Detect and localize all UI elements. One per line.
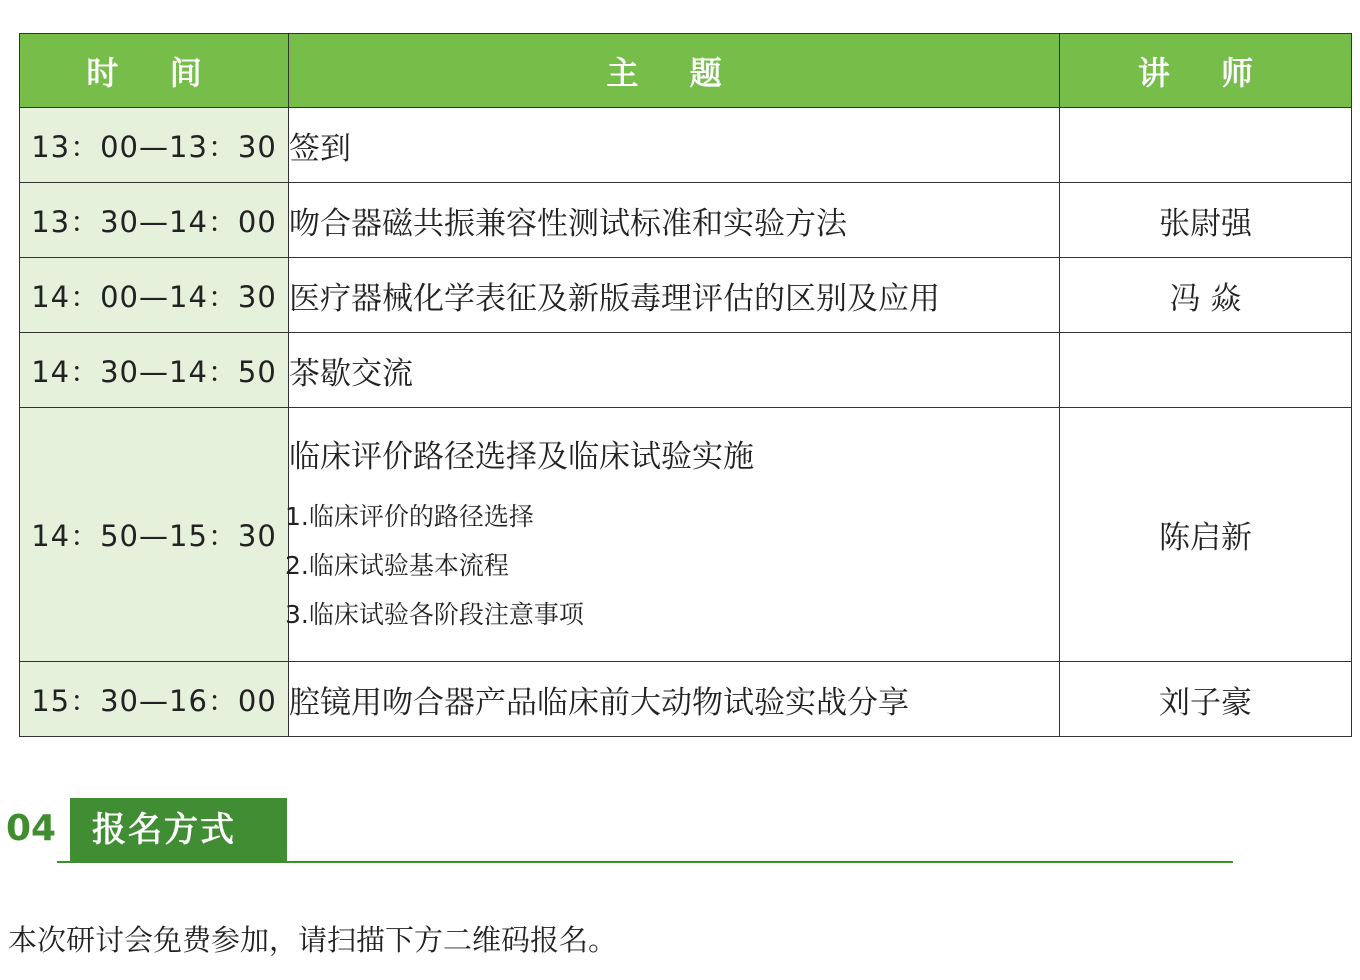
speaker-cell: 陈启新 <box>1060 408 1352 662</box>
table-row <box>20 108 1352 183</box>
speaker-cell <box>1060 108 1352 183</box>
subtopic-list <box>285 492 1059 639</box>
table-header-row <box>20 34 1352 108</box>
table-row <box>20 258 1352 333</box>
time-cell: 14：30—14：50 <box>20 333 289 408</box>
speaker-cell <box>1060 333 1352 408</box>
table-row <box>20 333 1352 408</box>
table-row <box>20 662 1352 737</box>
time-cell: 15：30—16：00 <box>20 662 289 737</box>
section-header <box>0 798 1240 864</box>
topic-cell: 签到 <box>289 108 1060 183</box>
schedule-table <box>19 33 1352 737</box>
speaker-cell: 刘子豪 <box>1060 662 1352 737</box>
topic-title: 临床评价路径选择及临床试验实施 <box>289 438 754 475</box>
header-time: 时 间 <box>20 34 289 108</box>
topic-cell: 吻合器磁共振兼容性测试标准和实验方法 <box>289 183 1060 258</box>
topic-cell: 腔镜用吻合器产品临床前大动物试验实战分享 <box>289 662 1060 737</box>
time-cell: 13：00—13：30 <box>20 108 289 183</box>
header-speaker: 讲 师 <box>1060 34 1352 108</box>
subtopic-item: 2.临床试验基本流程 <box>285 550 509 580</box>
topic-cell: 茶歇交流 <box>289 333 1060 408</box>
speaker-cell: 冯 焱 <box>1060 258 1352 333</box>
time-cell: 14：50—15：30 <box>20 408 289 662</box>
speaker-cell: 张尉强 <box>1060 183 1352 258</box>
subtopic-item: 1.临床评价的路径选择 <box>285 501 534 531</box>
table-row <box>20 408 1352 662</box>
time-cell: 14：00—14：30 <box>20 258 289 333</box>
header-topic: 主 题 <box>289 34 1060 108</box>
topic-cell <box>285 408 1060 662</box>
table-row <box>20 183 1352 258</box>
subtopic-item: 3.临床试验各阶段注意事项 <box>285 599 584 629</box>
section-number: 04 <box>6 808 57 849</box>
section-title: 报名方式 <box>70 798 287 862</box>
topic-cell: 医疗器械化学表征及新版毒理评估的区别及应用 <box>289 258 1060 333</box>
time-cell: 13：30—14：00 <box>20 183 289 258</box>
section-divider <box>57 861 1233 863</box>
registration-note: 本次研讨会免费参加，请扫描下方二维码报名。 <box>8 923 618 957</box>
